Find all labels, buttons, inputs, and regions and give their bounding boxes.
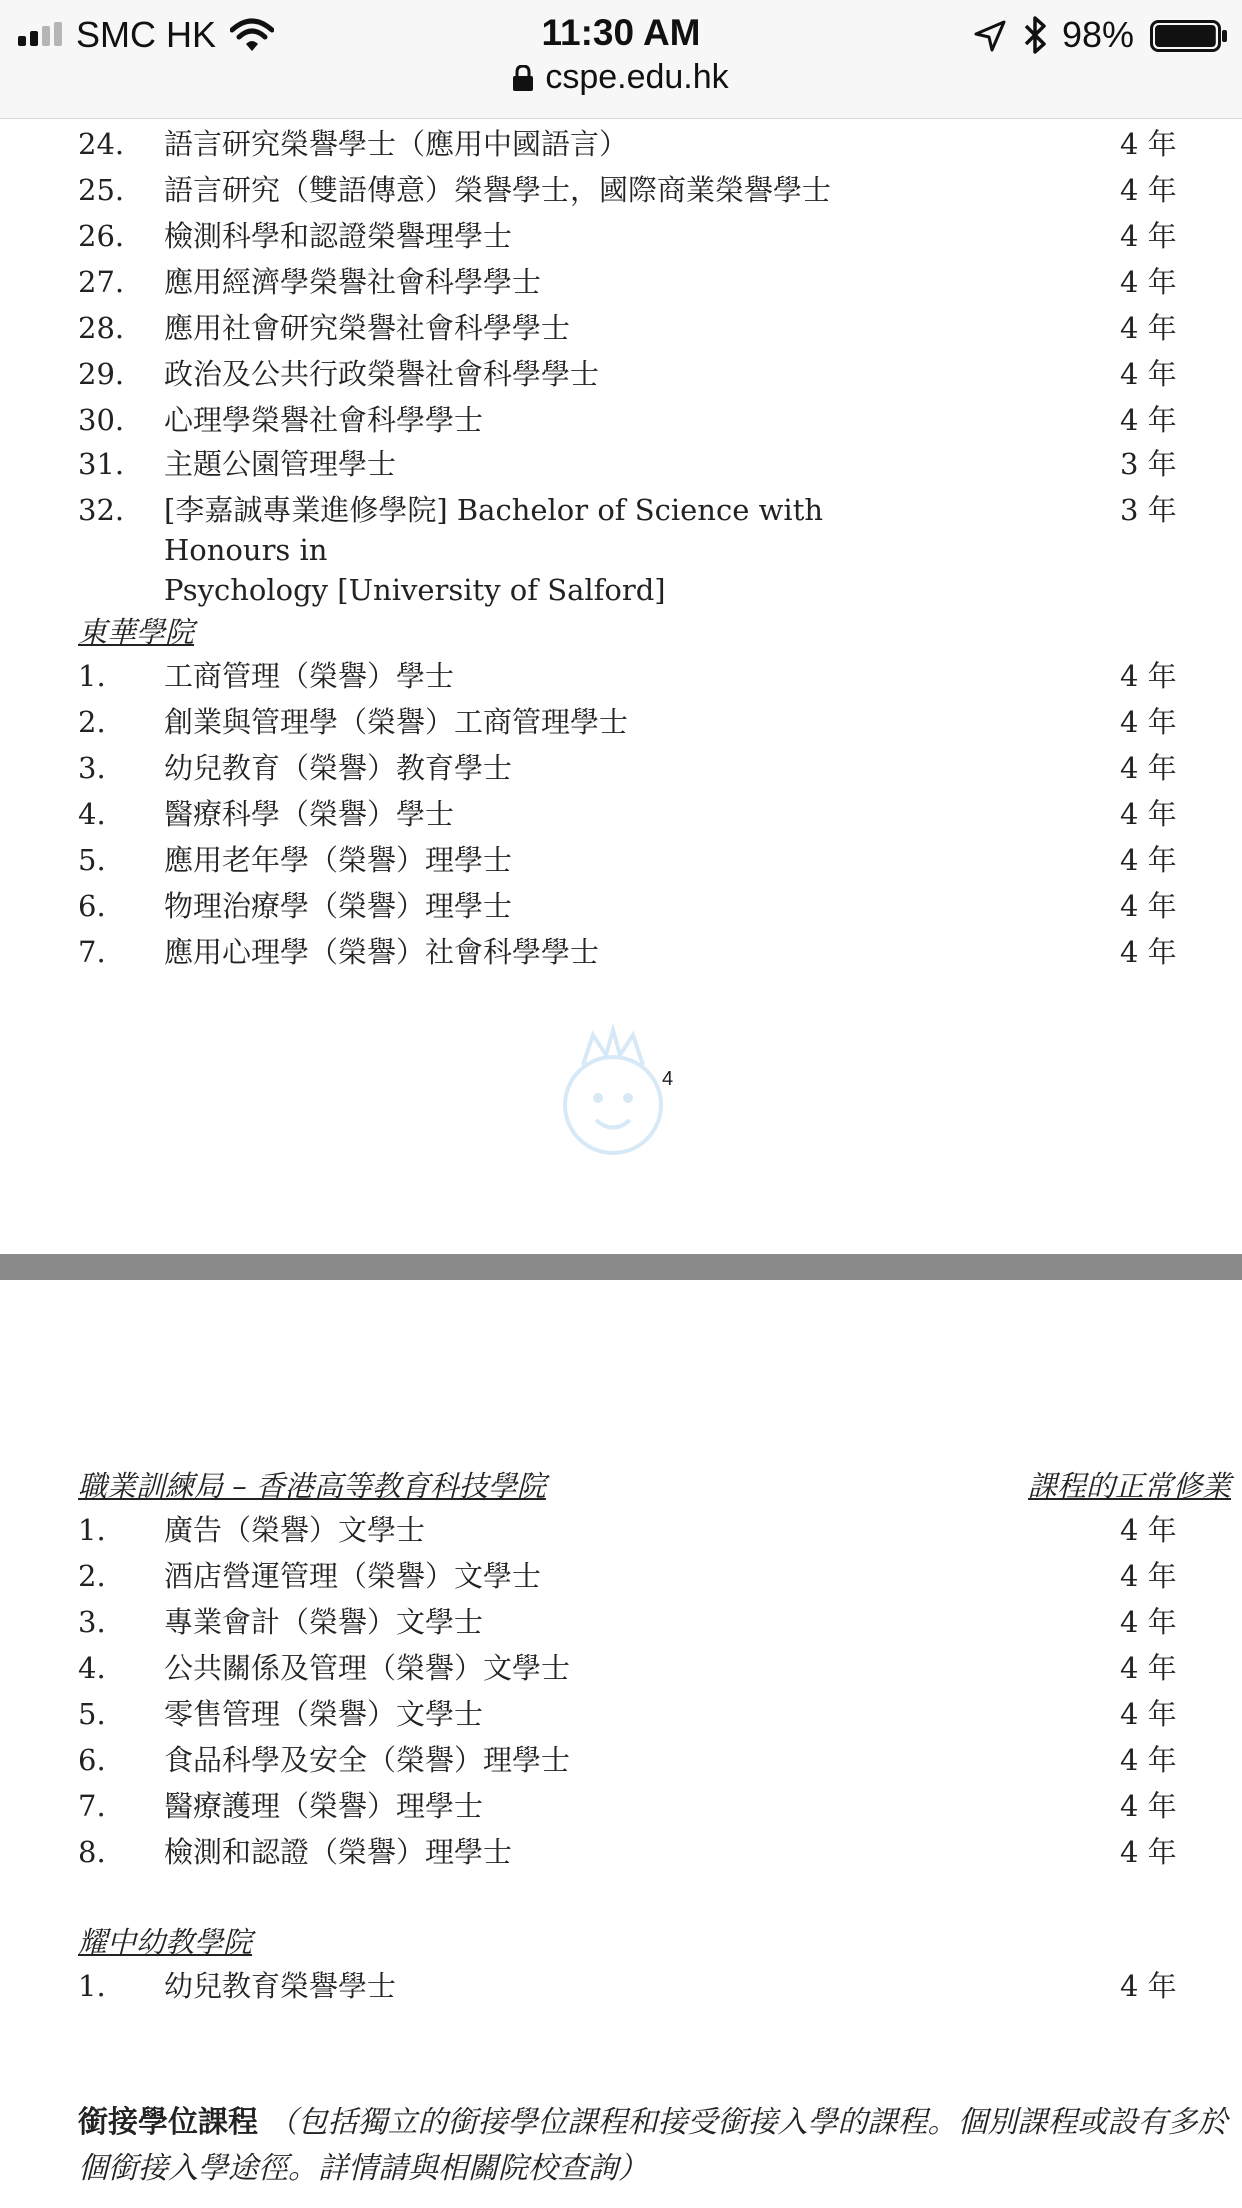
course-title: 檢測和認證（榮譽）理學士 xyxy=(164,1835,513,1869)
course-title: 零售管理（榮譽）文學士 xyxy=(164,1697,484,1731)
list-item xyxy=(0,702,1242,746)
bluetooth-icon xyxy=(1020,14,1050,56)
list-item xyxy=(0,932,1242,976)
course-title: 醫療科學（榮譽）學士 xyxy=(164,797,455,831)
battery-percent: 98% xyxy=(1062,14,1135,55)
course-title: 工商管理（榮譽）學士 xyxy=(164,659,455,693)
course-duration: 4 年 xyxy=(1120,1743,1177,1777)
item-number: 8. xyxy=(78,1835,106,1869)
item-number: 1. xyxy=(78,1513,106,1547)
page-number: 4 xyxy=(662,1068,674,1090)
list-item xyxy=(0,886,1242,930)
course-title-line: [李嘉誠專業進修學院] Bachelor of Science with Honours in xyxy=(164,493,824,567)
address-bar[interactable] xyxy=(0,58,1242,102)
course-duration: 4 年 xyxy=(1120,889,1177,923)
list-item xyxy=(0,490,1242,607)
course-duration: 4 年 xyxy=(1120,1789,1177,1823)
course-duration: 4 年 xyxy=(1120,935,1177,969)
list-item xyxy=(0,216,1242,260)
course-title xyxy=(164,490,924,610)
list-item xyxy=(0,1556,1242,1600)
course-duration: 3 年 xyxy=(1120,447,1177,481)
list-item xyxy=(0,124,1242,168)
course-duration: 4 年 xyxy=(1120,1513,1177,1547)
list-item xyxy=(0,1832,1242,1876)
battery-icon xyxy=(1150,20,1228,52)
course-title: 創業與管理學（榮譽）工商管理學士 xyxy=(164,705,629,739)
item-number: 3. xyxy=(78,751,106,785)
course-duration: 4 年 xyxy=(1120,1835,1177,1869)
item-number: 29. xyxy=(78,357,125,391)
url-domain: cspe.edu.hk xyxy=(545,58,729,96)
course-duration: 4 年 xyxy=(1120,659,1177,693)
item-number: 7. xyxy=(78,935,106,969)
browser-top-bar xyxy=(0,0,1242,119)
item-number: 4. xyxy=(78,1651,106,1685)
course-duration: 4 年 xyxy=(1120,1651,1177,1685)
course-duration: 4 年 xyxy=(1120,403,1177,437)
course-duration: 4 年 xyxy=(1120,173,1177,207)
course-title: 廣告（榮譽）文學士 xyxy=(164,1513,426,1547)
course-title-line: Psychology [University of Salford] xyxy=(164,573,666,607)
item-number: 2. xyxy=(78,705,106,739)
course-title: 應用老年學（榮譽）理學士 xyxy=(164,843,513,877)
course-title: 物理治療學（榮譽）理學士 xyxy=(164,889,513,923)
item-number: 1. xyxy=(78,659,106,693)
item-number: 31. xyxy=(78,447,125,481)
list-item xyxy=(0,1740,1242,1784)
item-number: 26. xyxy=(78,219,125,253)
page-divider xyxy=(0,1254,1242,1280)
course-title: 食品科學及安全（榮譽）理學士 xyxy=(164,1743,571,1777)
item-number: 1. xyxy=(78,1969,106,2003)
course-duration: 3 年 xyxy=(1120,493,1177,527)
bridging-title: 銜接學位課程 xyxy=(78,2105,258,2140)
list-item xyxy=(0,170,1242,214)
list-item xyxy=(0,1648,1242,1692)
status-time: 11:30 AM xyxy=(541,12,701,53)
course-title: 公共關係及管理（榮譽）文學士 xyxy=(164,1651,571,1685)
bridging-note: 個銜接入學途徑。詳情請與相關院校查詢） xyxy=(78,2151,648,2186)
item-number: 6. xyxy=(78,889,106,923)
item-number: 28. xyxy=(78,311,125,345)
list-item xyxy=(0,1602,1242,1646)
course-title: 語言研究榮譽學士（應用中國語言） xyxy=(164,127,629,161)
list-item xyxy=(0,354,1242,398)
list-item xyxy=(0,400,1242,444)
course-duration: 4 年 xyxy=(1120,311,1177,345)
course-duration: 4 年 xyxy=(1120,797,1177,831)
bridging-note: （包括獨立的銜接學位課程和接受銜接入學的課程。個別課程或設有多於 xyxy=(267,2105,1228,2140)
list-item xyxy=(0,1786,1242,1830)
course-duration: 4 年 xyxy=(1120,843,1177,877)
item-number: 25. xyxy=(78,173,125,207)
course-duration: 4 年 xyxy=(1120,219,1177,253)
course-title: 醫療護理（榮譽）理學士 xyxy=(164,1789,484,1823)
course-duration: 4 年 xyxy=(1120,265,1177,299)
item-number: 30. xyxy=(78,403,125,437)
course-title: 應用社會研究榮譽社會科學學士 xyxy=(164,311,571,345)
course-title: 政治及公共行政榮譽社會科學學士 xyxy=(164,357,600,391)
course-title: 幼兒教育榮譽學士 xyxy=(164,1969,397,2003)
course-title: 應用心理學（榮譽）社會科學學士 xyxy=(164,935,600,969)
course-title: 幼兒教育（榮譽）教育學士 xyxy=(164,751,513,785)
list-item xyxy=(0,748,1242,792)
item-number: 24. xyxy=(78,127,125,161)
item-number: 27. xyxy=(78,265,125,299)
list-item xyxy=(0,308,1242,352)
course-duration: 4 年 xyxy=(1120,127,1177,161)
course-duration: 4 年 xyxy=(1120,1605,1177,1639)
list-item xyxy=(0,1510,1242,1554)
item-number: 2. xyxy=(78,1559,106,1593)
list-item xyxy=(0,444,1242,488)
course-title: 酒店營運管理（榮譽）文學士 xyxy=(164,1559,542,1593)
course-title: 語言研究（雙語傳意）榮譽學士，國際商業榮譽學士 xyxy=(164,173,832,207)
list-item xyxy=(0,1694,1242,1738)
course-duration: 4 年 xyxy=(1120,1697,1177,1731)
course-title: 專業會計（榮譽）文學士 xyxy=(164,1605,484,1639)
course-title: 主題公園管理學士 xyxy=(164,447,397,481)
course-duration: 4 年 xyxy=(1120,1969,1177,2003)
list-item xyxy=(0,262,1242,306)
course-duration: 4 年 xyxy=(1120,705,1177,739)
course-title: 心理學榮譽社會科學學士 xyxy=(164,403,484,437)
list-item xyxy=(0,794,1242,838)
list-item xyxy=(0,1966,1242,2010)
course-duration: 4 年 xyxy=(1120,751,1177,785)
location-arrow-icon xyxy=(972,18,1008,54)
item-number: 7. xyxy=(78,1789,106,1823)
section-heading: 東華學院 xyxy=(78,615,195,649)
course-title: 檢測科學和認證榮譽理學士 xyxy=(164,219,513,253)
watermark-logo-icon xyxy=(548,1010,678,1180)
status-bar xyxy=(0,6,1242,58)
course-duration: 4 年 xyxy=(1120,1559,1177,1593)
lock-icon xyxy=(513,65,533,91)
item-number: 6. xyxy=(78,1743,106,1777)
bridging-section xyxy=(78,2100,1242,2192)
item-number: 5. xyxy=(78,843,106,877)
item-number: 4. xyxy=(78,797,106,831)
carrier-name: SMC HK xyxy=(76,14,217,55)
item-number: 5. xyxy=(78,1697,106,1731)
column-heading: 課程的正常修業 xyxy=(1028,1469,1232,1503)
item-number: 32. xyxy=(78,493,125,527)
list-item xyxy=(0,656,1242,700)
course-title: 應用經濟學榮譽社會科學學士 xyxy=(164,265,542,299)
course-duration: 4 年 xyxy=(1120,357,1177,391)
item-number: 3. xyxy=(78,1605,106,1639)
list-item xyxy=(0,840,1242,884)
section-heading: 耀中幼教學院 xyxy=(78,1925,253,1959)
section-heading: 職業訓練局 – 香港高等教育科技學院 xyxy=(78,1469,546,1503)
